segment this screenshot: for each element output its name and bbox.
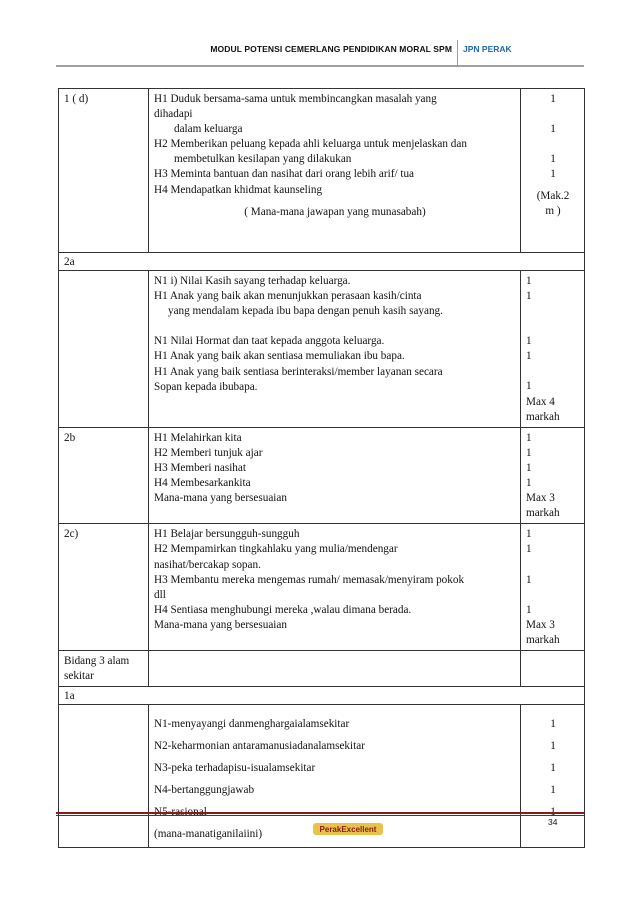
section-heading-line: Bidang 3 alam (64, 654, 130, 667)
answer-line: H1 Anak yang baik akan menunjukkan perasaan kasih/cinta (154, 290, 422, 303)
answer-line: H3 Meminta bantuan dan nasihat dari orang lebih arif/ tua (154, 168, 415, 181)
section-heading (59, 650, 149, 686)
answer-line: Sopan kepada ibubapa. (154, 380, 258, 393)
answer-line: dll (154, 588, 166, 601)
answer-line: yang mendalam kepada ibu bapa dengan penuh kasih sayang. (168, 305, 443, 318)
answer-line: N1-menyayangi danmenghargaialamsekitar (154, 718, 350, 731)
mark-value: 1 (526, 290, 532, 303)
answer-line: H1 Melahirkan kita (154, 431, 242, 444)
answer-cell (149, 89, 521, 253)
answer-line: Mana-mana yang bersesuaian (154, 618, 287, 631)
page-number: 34 (548, 817, 558, 827)
mark-max: Max 3 (526, 618, 555, 631)
answer-line: H2 Mempamirkan tingkahlaku yang mulia/mendengar (154, 543, 398, 556)
header-title: MODUL POTENSI CEMERLANG PENDIDIKAN MORAL SPM (210, 44, 452, 54)
mark-value: 1 (550, 123, 556, 136)
mark-value: 1 (526, 431, 532, 444)
marks-cell (521, 427, 585, 524)
page-header (0, 40, 638, 64)
footer-rule (56, 812, 584, 814)
answer-cell (149, 524, 521, 651)
mark-value: 1 (526, 350, 532, 363)
section-label: 1a (59, 687, 585, 705)
mark-max: markah (526, 633, 560, 646)
mark-value: 1 (550, 718, 556, 731)
answer-line: membetulkan kesilapan yang dilakukan (174, 153, 352, 166)
table-row (59, 253, 585, 271)
mark-value: 1 (526, 528, 532, 541)
mark-value: 1 (550, 153, 556, 166)
table-row (59, 650, 585, 686)
mark-max: markah (526, 507, 560, 520)
question-number: 1 ( d) (59, 89, 149, 253)
footer-rule (56, 815, 584, 816)
mark-value: 1 (526, 275, 532, 288)
marks-cell (521, 271, 585, 428)
answer-line: nasihat/bercakap sopan. (154, 558, 261, 571)
answer-line: N4-bertanggungjawab (154, 784, 255, 797)
answer-line: H4 Membesarkankita (154, 477, 251, 490)
mark-value: 1 (526, 477, 532, 490)
question-number: 2b (59, 427, 149, 524)
answer-line: Mana-mana yang bersesuaian (154, 492, 287, 505)
answer-line: dihadapi (154, 108, 193, 121)
answer-line: N3-peka terhadapisu-isualamsekitar (154, 762, 316, 775)
marks-cell (521, 89, 585, 253)
mark-max: (Mak.2 (536, 190, 570, 203)
header-divider (457, 40, 458, 66)
mark-value: 1 (550, 168, 556, 181)
answer-line: H1 Anak yang baik sentiasa berinteraksi/member layanan secara (154, 365, 443, 378)
svg-text:PerakExcellent: PerakExcellent (319, 825, 377, 835)
mark-value: 1 (526, 335, 532, 348)
answer-line: N1 i) Nilai Kasih sayang terhadap keluarga. (154, 275, 351, 288)
mark-value: 1 (526, 461, 532, 474)
question-number: 2c) (59, 524, 149, 651)
mark-value: 1 (526, 603, 532, 616)
mark-max: markah (526, 410, 560, 423)
section-heading-line: sekitar (64, 669, 94, 682)
answer-line: H3 Membantu mereka mengemas rumah/ memasak/menyiram pokok (154, 573, 465, 586)
answer-cell (149, 271, 521, 428)
table-row (59, 524, 585, 651)
mark-value: 1 (526, 380, 532, 393)
table-row (59, 427, 585, 524)
answer-line: H1 Belajar bersungguh-sungguh (154, 528, 300, 541)
answer-line: dalam keluarga (174, 123, 243, 136)
answer-line: H2 Memberi tunjuk ajar (154, 446, 263, 459)
marks-cell (521, 524, 585, 651)
table-row (59, 687, 585, 705)
answer-line: N1 Nilai Hormat dan taat kepada anggota keluarga. (154, 335, 385, 348)
marking-scheme-table (58, 88, 585, 848)
header-org: JPN PERAK (463, 44, 512, 54)
mark-value: 1 (526, 446, 532, 459)
answer-line: N2-keharmonian antaramanusiadanalamsekitar (154, 740, 365, 753)
section-label: 2a (59, 253, 585, 271)
answer-line: H1 Duduk bersama-sama untuk membincangkan masalah yang (154, 93, 437, 105)
mark-value: 1 (550, 762, 556, 775)
answer-line: H4 Mendapatkan khidmat kaunseling (154, 183, 323, 196)
table-row (59, 271, 585, 428)
mark-value: 1 (550, 93, 556, 105)
answer-line: H4 Sentiasa menghubungi mereka ,walau dimana berada. (154, 603, 412, 616)
mark-value: 1 (550, 784, 556, 797)
answer-line: (mana-manatiganilaiini) (154, 828, 263, 841)
mark-max: Max 4 (526, 395, 555, 408)
answer-cell (149, 427, 521, 524)
answer-line: H2 Memberikan peluang kepada ahli keluarga untuk menjelaskan dan (154, 138, 467, 151)
table-row (59, 89, 585, 253)
answer-line: H1 Anak yang baik akan sentiasa memuliakan ibu bapa. (154, 350, 405, 363)
answer-note: ( Mana-mana jawapan yang munasabah) (244, 205, 426, 218)
mark-value: 1 (526, 543, 532, 556)
answer-line: H3 Memberi nasihat (154, 461, 246, 474)
mark-max: m ) (545, 205, 561, 218)
mark-value: 1 (550, 740, 556, 753)
mark-value: 1 (526, 573, 532, 586)
mark-max: Max 3 (526, 492, 555, 505)
perak-excellent-logo (313, 822, 383, 836)
header-rule (56, 65, 584, 67)
